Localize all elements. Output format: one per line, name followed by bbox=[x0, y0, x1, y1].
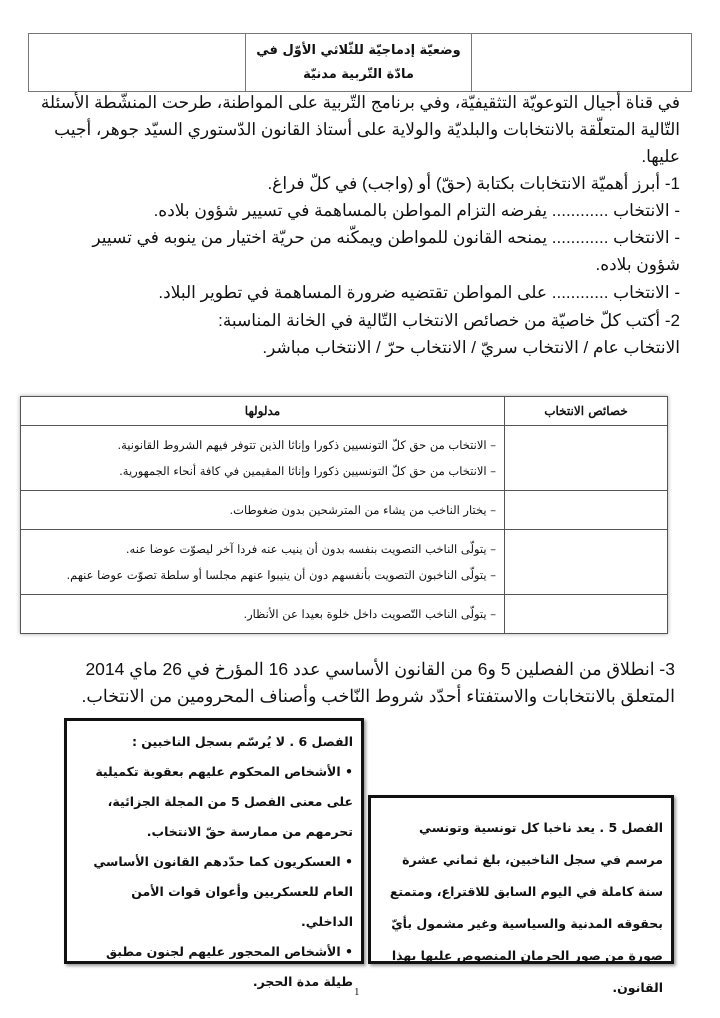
answer-cell[interactable] bbox=[505, 530, 668, 595]
answer-cell[interactable] bbox=[505, 595, 668, 634]
table-row bbox=[21, 491, 668, 530]
table-row bbox=[21, 426, 668, 491]
article-5-text: الفصل 5 . يعد ناخبا كل تونسية وتونسي مرسم في سجل الناخبين، بلغ ثماني عشرة سنة كاملة في اليوم السابق للاقتراع، ومتمتع بحقوقه المدنية والسياسية وغير مشمول بأيّ صورة من صور الحرمان المنصوص عليها بهذا القانون. bbox=[389, 820, 663, 995]
header-cell-left bbox=[29, 34, 245, 91]
table-header-row bbox=[21, 397, 668, 426]
q1-item: - الانتخاب ............ على المواطن تقتضيه ضرورة المساهمة في تطوير البلاد. bbox=[158, 283, 680, 302]
column-header: مدلولها bbox=[21, 397, 505, 426]
column-header: خصائص الانتخاب bbox=[505, 397, 668, 426]
header-cell-title bbox=[245, 34, 471, 91]
meaning-text: – يتولّى الناخب التصويت بنفسه بدون أن ينيب عنه فردا آخر ليصوّت عوضا عنه. bbox=[125, 542, 496, 556]
article-6-item: • الأشخاص المحكوم عليهم بعقوبة تكميلية على معنى الفصل 5 من المجلة الجزائية، تحرمهم من ممارسة حقّ الانتخاب. bbox=[95, 764, 353, 839]
article-6-box bbox=[64, 718, 364, 989]
article-6-item: • العسكريون كما حدّدهم القانون الأساسي العام للعسكريين وأعوان قوات الأمن الداخلي. bbox=[93, 854, 353, 929]
meaning-text: – الانتخاب من حق كلّ التونسيين ذكورا وإناثا المقيمين في كافة أنحاء الجمهورية. bbox=[119, 464, 496, 478]
intro-line: في قناة أجيال التوعويّة التثقيفيّة، وفي برنامج التّربية على المواطنة، طرحت المنشّطة الأسئلة bbox=[40, 93, 680, 112]
meaning-cell bbox=[21, 426, 505, 491]
q2-options: الانتخاب عام / الانتخاب سريّ / الانتخاب حرّ / الانتخاب مباشر. bbox=[262, 338, 680, 357]
intro-line: التّالية المتعلّقة بالانتخابات والبلديّة والولاية على أستاذ القانون الدّستوري السيّد جوهر، أجيب bbox=[54, 120, 680, 139]
q2-title: 2- أكتب كلّ خاصيّة من خصائص الانتخاب التّالية في الخانة المناسبة: bbox=[218, 311, 680, 330]
meaning-text: – الانتخاب من حق كلّ التونسيين ذكورا وإناثا الذين تتوفر فيهم الشروط القانونية. bbox=[117, 438, 496, 452]
meaning-text: – يتولّى الناخبون التصويت بأنفسهم دون أن ينيبوا عنهم مجلسا أو سلطة تصوّت عوضا عنهم. bbox=[66, 568, 496, 582]
table-row bbox=[21, 530, 668, 595]
meaning-cell bbox=[21, 595, 505, 634]
title-line-2: مادّة التّربية مدنيّة bbox=[303, 66, 414, 82]
answer-cell[interactable] bbox=[505, 426, 668, 491]
article-6-item: • الأشخاص المحجور عليهم لجنون مطبق طيلة مدة الحجر. bbox=[106, 944, 353, 989]
q1-title: 1- أبرز أهميّة الانتخابات بكتابة (حقّ) أو (واجب) في كلّ فراغ. bbox=[267, 174, 680, 193]
meaning-cell bbox=[21, 530, 505, 595]
meaning-text: – يختار الناخب من يشاء من المترشحين بدون ضغوطات. bbox=[229, 503, 496, 517]
title-line-1: وضعيّة إدماجيّة للثّلاثي الأوّل في bbox=[256, 42, 461, 58]
q1-item: شؤون بلاده. bbox=[595, 255, 680, 274]
article-6-title: الفصل 6 . لا يُرسّم بسجل الناخبين : bbox=[131, 734, 353, 749]
characteristics-table bbox=[20, 396, 668, 634]
meaning-text: – يتولّى الناخب التّصويت داخل خلوة بعيدا عن الأنظار. bbox=[243, 607, 496, 621]
table-row bbox=[21, 595, 668, 634]
page-number: 1 bbox=[354, 986, 360, 998]
meaning-cell bbox=[21, 491, 505, 530]
q3-line-2: المتعلق بالانتخابات والاستفتاء أحدّد شروط النّاخب وأصناف المحرومين من الانتخاب. bbox=[81, 686, 675, 706]
intro-line: عليها. bbox=[641, 147, 680, 166]
q1-item: - الانتخاب ............ يمنحه القانون للمواطن ويمكّنه من حريّة اختيار من ينوبه في تسيير bbox=[92, 228, 680, 247]
q1-item: - الانتخاب ............ يفرضه التزام المواطن بالمساهمة في تسيير شؤون بلاده. bbox=[153, 201, 680, 220]
header-cell-right bbox=[471, 34, 691, 91]
q3-line-1: 3- انطلاق من الفصلين 5 و6 من القانون الأساسي عدد 16 المؤرخ في 26 ماي 2014 bbox=[85, 659, 675, 679]
header-table bbox=[28, 33, 692, 92]
answer-cell[interactable] bbox=[505, 491, 668, 530]
article-5-box bbox=[368, 795, 674, 995]
